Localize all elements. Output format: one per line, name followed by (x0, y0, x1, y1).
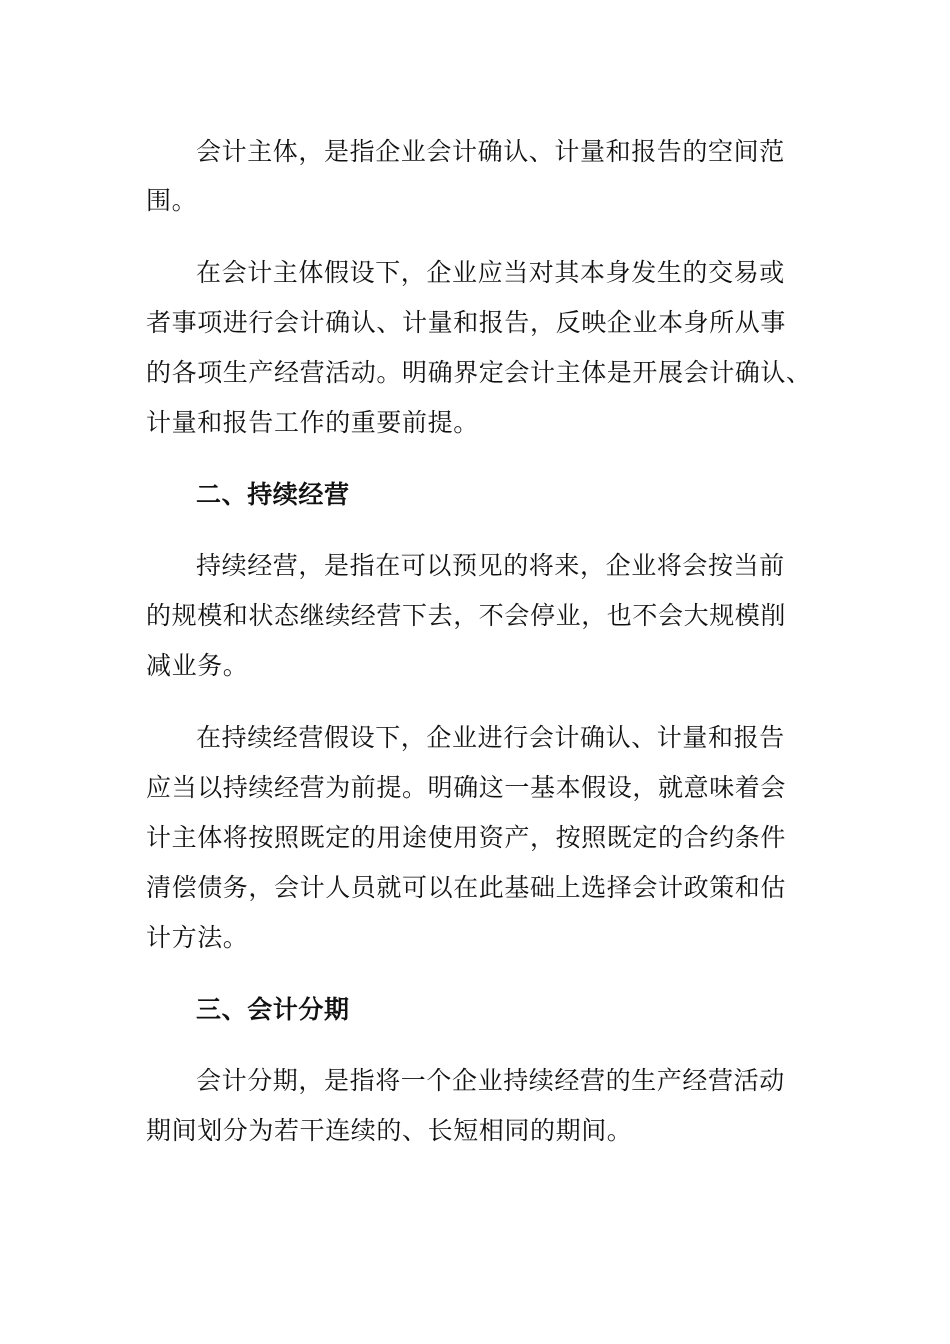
paragraph-line: 在持续经营假设下，企业进行会计确认、计量和报告 (196, 723, 785, 752)
paragraph-line: 清偿债务，会计人员就可以在此基础上选择会计政策和估 (146, 873, 787, 902)
paragraph-line: 期间划分为若干连续的、长短相同的期间。 (146, 1116, 633, 1145)
paragraph-line: 围。 (146, 186, 198, 215)
paragraph-line: 持续经营，是指在可以预见的将来，企业将会按当前 (196, 551, 785, 580)
section-heading: 三、会计分期 (196, 995, 350, 1024)
paragraph-line: 计量和报告工作的重要前提。 (146, 408, 479, 437)
paragraph-line: 的各项生产经营活动。明确界定会计主体是开展会计确认、 (146, 358, 812, 387)
paragraph-line: 会计分期，是指将一个企业持续经营的生产经营活动 (196, 1066, 785, 1095)
paragraph-line: 减业务。 (146, 651, 249, 680)
paragraph-line: 应当以持续经营为前提。明确这一基本假设，就意味着会 (146, 773, 787, 802)
paragraph-line: 计方法。 (146, 923, 249, 952)
paragraph-line: 的规模和状态继续经营下去，不会停业，也不会大规模削 (146, 601, 787, 630)
paragraph-line: 计主体将按照既定的用途使用资产，按照既定的合约条件 (146, 823, 787, 852)
paragraph-line: 会计主体，是指企业会计确认、计量和报告的空间范 (196, 137, 785, 166)
paragraph-line: 者事项进行会计确认、计量和报告，反映企业本身所从事 (146, 308, 787, 337)
section-heading: 二、持续经营 (196, 480, 350, 509)
paragraph-line: 在会计主体假设下，企业应当对其本身发生的交易或 (196, 258, 785, 287)
